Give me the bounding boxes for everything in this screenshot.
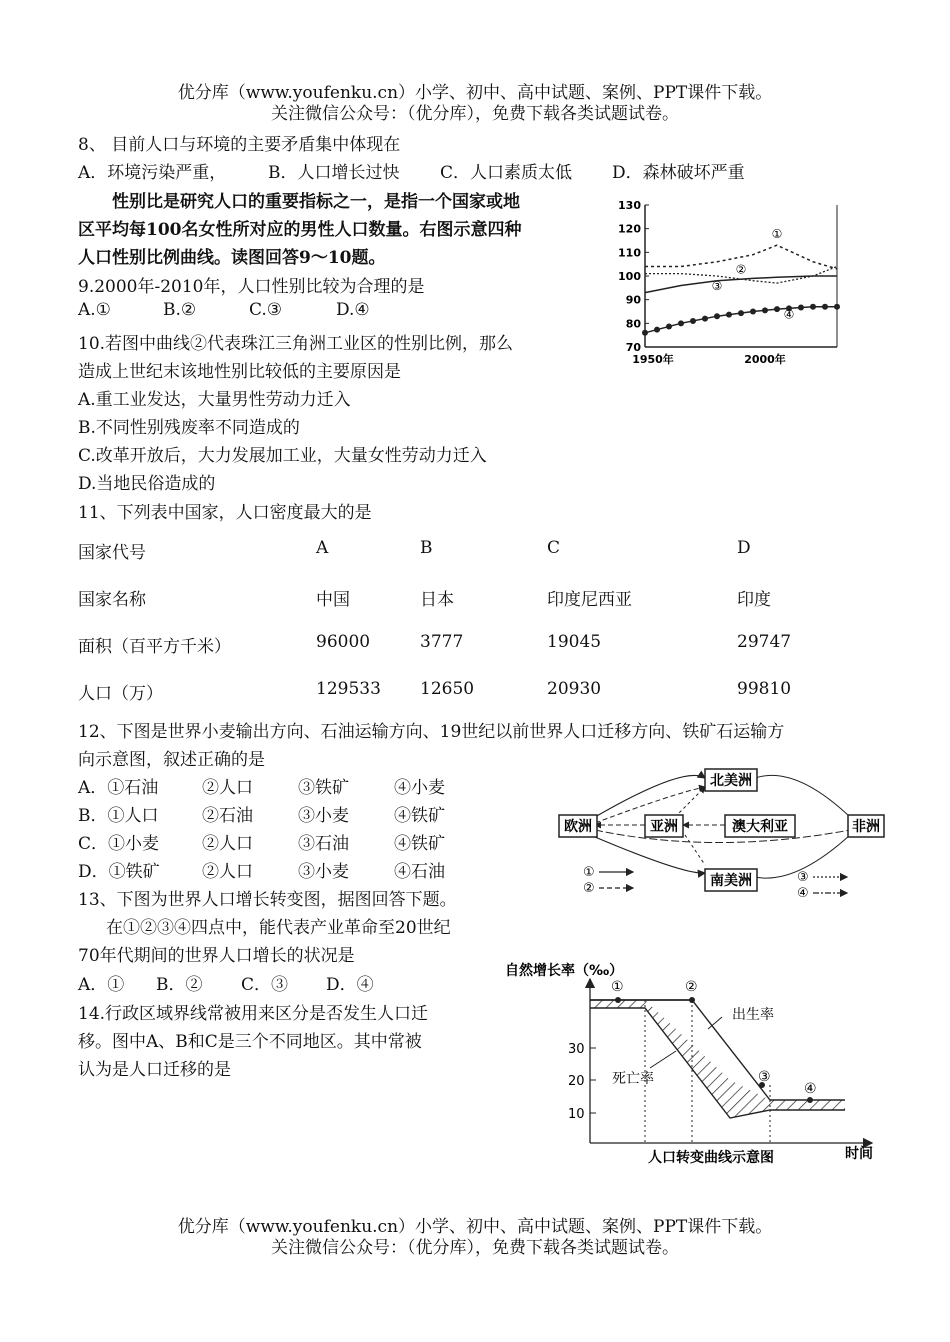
y-tick-label: 120 xyxy=(618,222,641,236)
q12-option-c-2: ②人口 xyxy=(202,834,253,854)
series-4-marker xyxy=(678,320,684,326)
table-cell: 29747 xyxy=(737,632,792,652)
series-4-marker xyxy=(714,313,720,319)
region-label: 北美洲 xyxy=(710,773,752,789)
q12-option-a-1: A．①石油 xyxy=(78,778,159,798)
flow-route xyxy=(685,835,705,865)
q12-option-b-4: ④铁矿 xyxy=(394,806,445,826)
q12-option-b-2: ②石油 xyxy=(202,806,253,826)
x-axis-label: 时间 xyxy=(845,1146,873,1162)
table-cell: 129533 xyxy=(316,679,381,699)
q13-option-b: B．② xyxy=(156,975,203,995)
q9-stem: 9.2000年-2010年，人口性别比较为合理的是 xyxy=(78,277,425,297)
table-cell: 96000 xyxy=(316,632,371,652)
q8-option-c: C．人口素质太低 xyxy=(440,163,573,183)
flow-route xyxy=(595,775,705,817)
y-tick-label: 80 xyxy=(625,317,641,331)
region-south-america xyxy=(705,869,757,891)
x-tick-label: 1950年 xyxy=(632,353,674,366)
legend-label: ③ xyxy=(797,870,809,885)
x-tick-label: 2000年 xyxy=(744,353,786,366)
q12-option-b-1: B．①人口 xyxy=(78,806,159,826)
legend-label: ① xyxy=(583,865,595,880)
series-4-marker xyxy=(774,306,780,312)
table-cell: 20930 xyxy=(547,679,602,699)
series-4-marker xyxy=(750,309,756,315)
point-1 xyxy=(615,997,621,1003)
label-leader xyxy=(650,1051,676,1068)
q9-option-d: D.④ xyxy=(336,300,370,320)
intro-line-3: 人口性别比例曲线。读图回答9～10题。 xyxy=(78,248,386,268)
point-4 xyxy=(807,1097,813,1103)
y-tick-label: 30 xyxy=(568,1042,585,1057)
flow-route xyxy=(595,837,705,873)
q8-option-a: A．环境污染严重， xyxy=(78,163,227,183)
series-4-marker xyxy=(642,330,648,336)
q14-line-2: 移。图中A、B和C是三个不同地区。其中常被 xyxy=(78,1032,422,1052)
q10-stem-2: 造成上世纪末该地性别比较低的主要原因是 xyxy=(78,362,401,382)
legend-label: ④ xyxy=(797,886,809,901)
q10-option-d: D.当地民俗造成的 xyxy=(78,474,216,494)
intro-line-2: 区平均每100名女性所对应的男性人口数量。右图示意四种 xyxy=(78,220,522,240)
series-line-3 xyxy=(645,276,837,293)
point-label: ③ xyxy=(758,1069,771,1085)
q14-line-1: 14.行政区域界线常被用来区分是否发生人口迁 xyxy=(78,1004,429,1024)
q10-stem-1: 10.若图中曲线②代表珠江三角洲工业区的性别比例，那么 xyxy=(78,334,514,354)
table-cell: 3777 xyxy=(420,632,464,652)
region-asia xyxy=(645,815,683,837)
q13-line-3: 70年代期间的世界人口增长的状况是 xyxy=(78,946,355,966)
flow-route xyxy=(755,775,850,817)
series-label: ② xyxy=(735,262,747,277)
q12-option-d-4: ④石油 xyxy=(394,862,445,882)
series-4-marker xyxy=(726,312,732,318)
q13-option-d: D．④ xyxy=(326,975,374,995)
region-label: 欧洲 xyxy=(564,819,592,835)
q12-stem-1: 12、下图是世界小麦输出方向、石油运输方向、19世纪以前世界人口迁移方向、铁矿石运输方 xyxy=(78,722,785,742)
series-4-marker xyxy=(654,327,660,333)
region-australia xyxy=(725,815,795,837)
series-4-marker xyxy=(666,323,672,329)
y-tick-label: 90 xyxy=(625,293,641,307)
region-label: 非洲 xyxy=(852,819,880,835)
table-cell: A xyxy=(316,538,329,558)
sex-ratio-chart xyxy=(615,195,845,370)
region-africa xyxy=(848,815,884,837)
region-label: 亚洲 xyxy=(650,819,678,835)
q12-option-c-3: ③石油 xyxy=(298,834,349,854)
series-4-marker xyxy=(834,304,840,310)
footer-line-1: 优分库（www.youfenku.cn）小学、初中、高中试题、案例、PPT课件下载。 xyxy=(177,1217,773,1237)
y-tick-label: 110 xyxy=(618,246,641,260)
q12-option-a-3: ③铁矿 xyxy=(298,778,349,798)
birth-rate-label: 出生率 xyxy=(732,1007,774,1023)
series-4-marker xyxy=(738,310,744,316)
series-label: ① xyxy=(771,227,783,242)
series-4-marker xyxy=(702,316,708,322)
q12-option-b-3: ③小麦 xyxy=(298,806,349,826)
series-4-marker xyxy=(798,305,804,311)
table-cell: C xyxy=(547,538,561,558)
q10-option-a: A.重工业发达，大量男性劳动力迁入 xyxy=(78,390,351,410)
q13-option-a: A．① xyxy=(78,975,125,995)
q13-line-2: 在①②③④四点中，能代表产业革命至20世纪 xyxy=(106,918,451,938)
footer-line-2: 关注微信公众号：（优分库），免费下载各类试题试卷。 xyxy=(271,1238,679,1258)
point-label: ④ xyxy=(804,1081,817,1097)
q8-option-b: B．人口增长过快 xyxy=(268,163,400,183)
q14-line-3: 认为是人口迁移的是 xyxy=(78,1060,231,1080)
table-cell: 面积（百平方千米） xyxy=(78,637,231,657)
series-4-marker xyxy=(810,304,816,310)
series-4-marker xyxy=(762,307,768,313)
header-line-2: 关注微信公众号：（优分库），免费下载各类试题试卷。 xyxy=(271,104,679,124)
series-4-marker xyxy=(822,304,828,310)
q12-option-d-2: ②人口 xyxy=(202,862,253,882)
region-europe xyxy=(559,815,597,837)
q10-option-b: B.不同性别残废率不同造成的 xyxy=(78,418,300,438)
q9-option-b: B.② xyxy=(163,300,197,320)
table-cell: 99810 xyxy=(737,679,792,699)
q12-option-c-4: ④铁矿 xyxy=(394,834,445,854)
table-cell: 12650 xyxy=(420,679,475,699)
q13-stem: 13、下图为世界人口增长转变图，据图回答下题。 xyxy=(78,890,457,910)
q13-option-c: C．③ xyxy=(241,975,289,995)
y-tick-label: 70 xyxy=(625,341,641,354)
y-tick-label: 130 xyxy=(618,199,641,212)
intro-line-1: 性别比是研究人口的重要指标之一，是指一个国家或地 xyxy=(112,192,520,212)
point-label: ② xyxy=(685,979,698,995)
y-tick-label: 10 xyxy=(568,1107,585,1122)
y-tick-label: 20 xyxy=(568,1074,585,1089)
q12-option-c-1: C．①小麦 xyxy=(78,834,160,854)
table-cell: D xyxy=(737,538,751,558)
q10-option-c: C.改革开放后，大力发展加工业，大量女性劳动力迁入 xyxy=(78,446,487,466)
series-label: ④ xyxy=(783,307,795,322)
q12-option-d-1: D．①铁矿 xyxy=(78,862,160,882)
series-4-marker xyxy=(690,318,696,324)
death-rate-label: 死亡率 xyxy=(612,1071,654,1087)
table-cell: 人口（万） xyxy=(78,684,163,704)
y-tick-label: 100 xyxy=(618,270,641,283)
series-label: ③ xyxy=(711,279,723,294)
transition-title: 自然增长率（‰） xyxy=(505,963,624,979)
table-cell: 19045 xyxy=(547,632,602,652)
q9-option-a: A.① xyxy=(78,300,111,320)
region-north-america xyxy=(705,769,757,791)
region-label: 澳大利亚 xyxy=(732,819,788,835)
legend-label: ② xyxy=(583,881,595,896)
point-label: ① xyxy=(611,979,624,995)
table-cell: 国家名称 xyxy=(78,590,146,610)
q9-option-c: C.③ xyxy=(249,300,283,320)
header-line-1: 优分库（www.youfenku.cn）小学、初中、高中试题、案例、PPT课件下载。 xyxy=(177,83,773,103)
table-cell: 日本 xyxy=(420,590,454,610)
flow-route xyxy=(675,787,705,817)
table-cell: 国家代号 xyxy=(78,543,146,563)
transition-chart xyxy=(500,955,885,1170)
flow-map xyxy=(555,765,890,910)
q12-option-d-3: ③小麦 xyxy=(298,862,349,882)
q8-option-d: D．森林破坏严重 xyxy=(612,163,745,183)
table-cell: 中国 xyxy=(316,590,350,610)
q12-option-a-4: ④小麦 xyxy=(394,778,445,798)
q12-stem-2: 向示意图，叙述正确的是 xyxy=(78,750,265,770)
point-2 xyxy=(689,997,695,1003)
table-cell: 印度 xyxy=(737,590,771,610)
flow-route xyxy=(595,830,850,843)
q11-stem: 11、下列表中国家，人口密度最大的是 xyxy=(78,503,372,523)
region-label: 南美洲 xyxy=(710,873,752,889)
transition-caption: 人口转变曲线示意图 xyxy=(648,1150,774,1166)
q12-option-a-2: ②人口 xyxy=(202,778,253,798)
q8-stem: 8、 目前人口与环境的主要矛盾集中体现在 xyxy=(78,135,401,155)
table-cell: B xyxy=(420,538,433,558)
table-cell: 印度尼西亚 xyxy=(547,590,632,610)
